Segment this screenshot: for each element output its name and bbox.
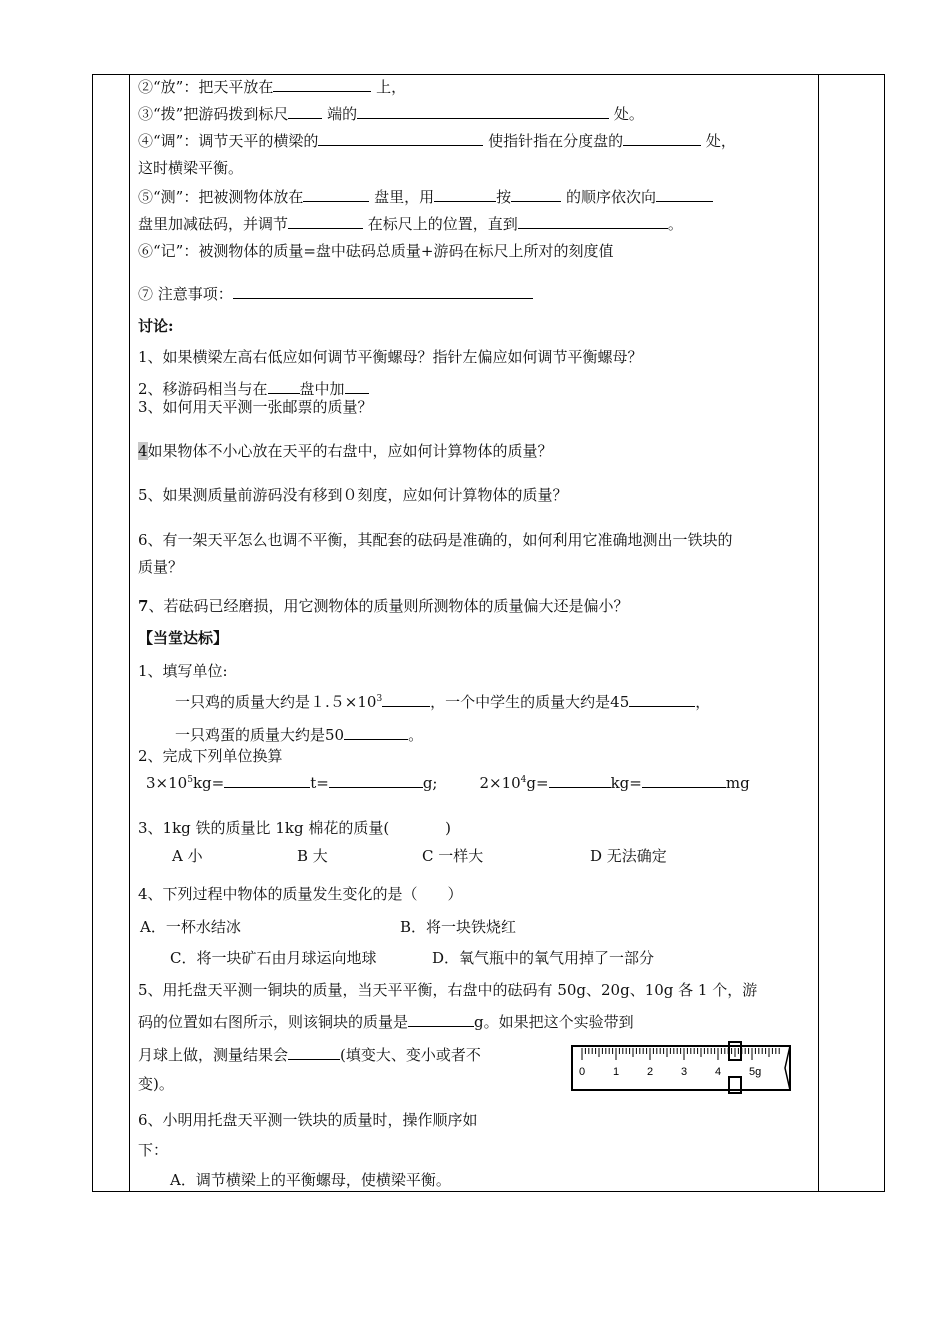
practice-p6-cont: 下：: [138, 1141, 169, 1159]
practice-p4-opt-d: D．氧气瓶中的氧气用掉了一部分: [432, 949, 655, 967]
practice-p5: 5、用托盘天平测一铜块的质量，当天平平衡，右盘中的砝码有 50g、20g、10g 各 1 个，游: [138, 981, 758, 999]
practice-p4: 4、下列过程中物体的质量发生变化的是（ ）: [138, 885, 463, 903]
practice-p5-line3: 月球上做，测量结果会 (填变大、变小或者不: [138, 1046, 481, 1064]
practice-p1-line1: 一只鸡的质量大约是$1.5\times 10^3$ ，一个中学生的质量大约是45 ，: [175, 693, 711, 711]
balance-ruler-figure: [568, 1040, 796, 1096]
discussion-q1: 1、如果横梁左高右低应如何调节平衡螺母？指针左偏应如何调节平衡螺母？: [138, 348, 643, 366]
practice-p5-line4: 变)。: [138, 1075, 174, 1093]
discussion-q7: 7、若砝码已经磨损，用它测物体的质量则所测物体的质量偏大还是偏小？: [138, 597, 629, 615]
practice-p3-opt-d: D 无法确定: [590, 847, 667, 865]
ruler-tick-label: 3: [681, 1066, 688, 1078]
step-5: ⑤“测”：把被测物体放在 盘里，用 按 的顺序依次向: [138, 187, 713, 207]
practice-p3-opt-a: A 小: [172, 847, 203, 865]
practice-p1: 1、填写单位:: [138, 662, 228, 680]
practice-p2-conv: $3\times 10^5kg= t= g$; $2\times 10^4g= kg=$ mg: [146, 774, 750, 792]
discussion-q6: 6、有一架天平怎么也调不平衡，其配套的砝码是准确的，如何利用它准确地测出一铁块的: [138, 531, 733, 549]
discussion-title: 讨论:: [138, 317, 174, 335]
practice-p3: 3、1kg 铁的质量比 1kg 棉花的质量( ): [138, 819, 452, 837]
discussion-q3: 3、如何用天平测一张邮票的质量？: [138, 398, 373, 416]
step-4-cont: 这时横梁平衡。: [138, 159, 244, 177]
discussion-q4: 4如果物体不小心放在天平的右盘中，应如何计算物体的质量？: [138, 442, 553, 460]
ruler-tick-label: 0: [579, 1066, 586, 1078]
practice-p4-opt-b: B．将一块铁烧红: [400, 918, 517, 936]
ruler-tick-label: 4: [715, 1066, 722, 1078]
step-7: ⑦ 注意事项：: [138, 284, 533, 304]
practice-p5-line2: 码的位置如右图所示，则该铜块的质量是 g。如果把这个实验带到: [138, 1013, 634, 1031]
practice-p3-opt-b: B 大: [297, 847, 328, 865]
ruler-tick-label: 2: [647, 1066, 654, 1078]
step-2: ②“放”：把天平放在 上，: [138, 78, 407, 96]
step-4: ④“调”：调节天平的横梁的 使指针指在分度盘的 处，: [138, 132, 736, 150]
discussion-q2: 2、移游码相当与在 盘中加: [138, 379, 369, 399]
practice-p1-line2: 一只鸡蛋的质量大约是50 。: [175, 726, 424, 744]
column-divider-right: [818, 74, 819, 1192]
step-3: ③“拨”把游码拨到标尺 端的 处。: [138, 105, 644, 123]
practice-p6: 6、小明用托盘天平测一铁块的质量时，操作顺序如: [138, 1111, 478, 1129]
practice-title: 【当堂达标】: [138, 629, 229, 647]
discussion-q5: 5、如果测质量前游码没有移到０刻度，应如何计算物体的质量？: [138, 486, 568, 504]
practice-p3-opt-c: C 一样大: [422, 847, 484, 865]
practice-p2: 2、完成下列单位换算: [138, 747, 283, 765]
ruler-tick-label: 5g: [749, 1066, 762, 1078]
practice-p6-opt-a: A．调节横梁上的平衡螺母，使横梁平衡。: [170, 1171, 451, 1189]
practice-p4-opt-c: C．将一块矿石由月球运向地球: [170, 949, 377, 967]
practice-p4-opt-a: A．一杯水结冰: [140, 918, 241, 936]
discussion-q6-cont: 质量？: [138, 558, 184, 576]
step-5-cont: 盘里加减砝码，并调节 在标尺上的位置，直到 。: [138, 215, 683, 233]
column-divider-left: [129, 74, 130, 1192]
ruler-tick-label: 1: [613, 1066, 620, 1078]
step-6: ⑥“记”：被测物体的质量=盘中砝码总质量+游码在标尺上所对的刻度值: [138, 242, 614, 260]
